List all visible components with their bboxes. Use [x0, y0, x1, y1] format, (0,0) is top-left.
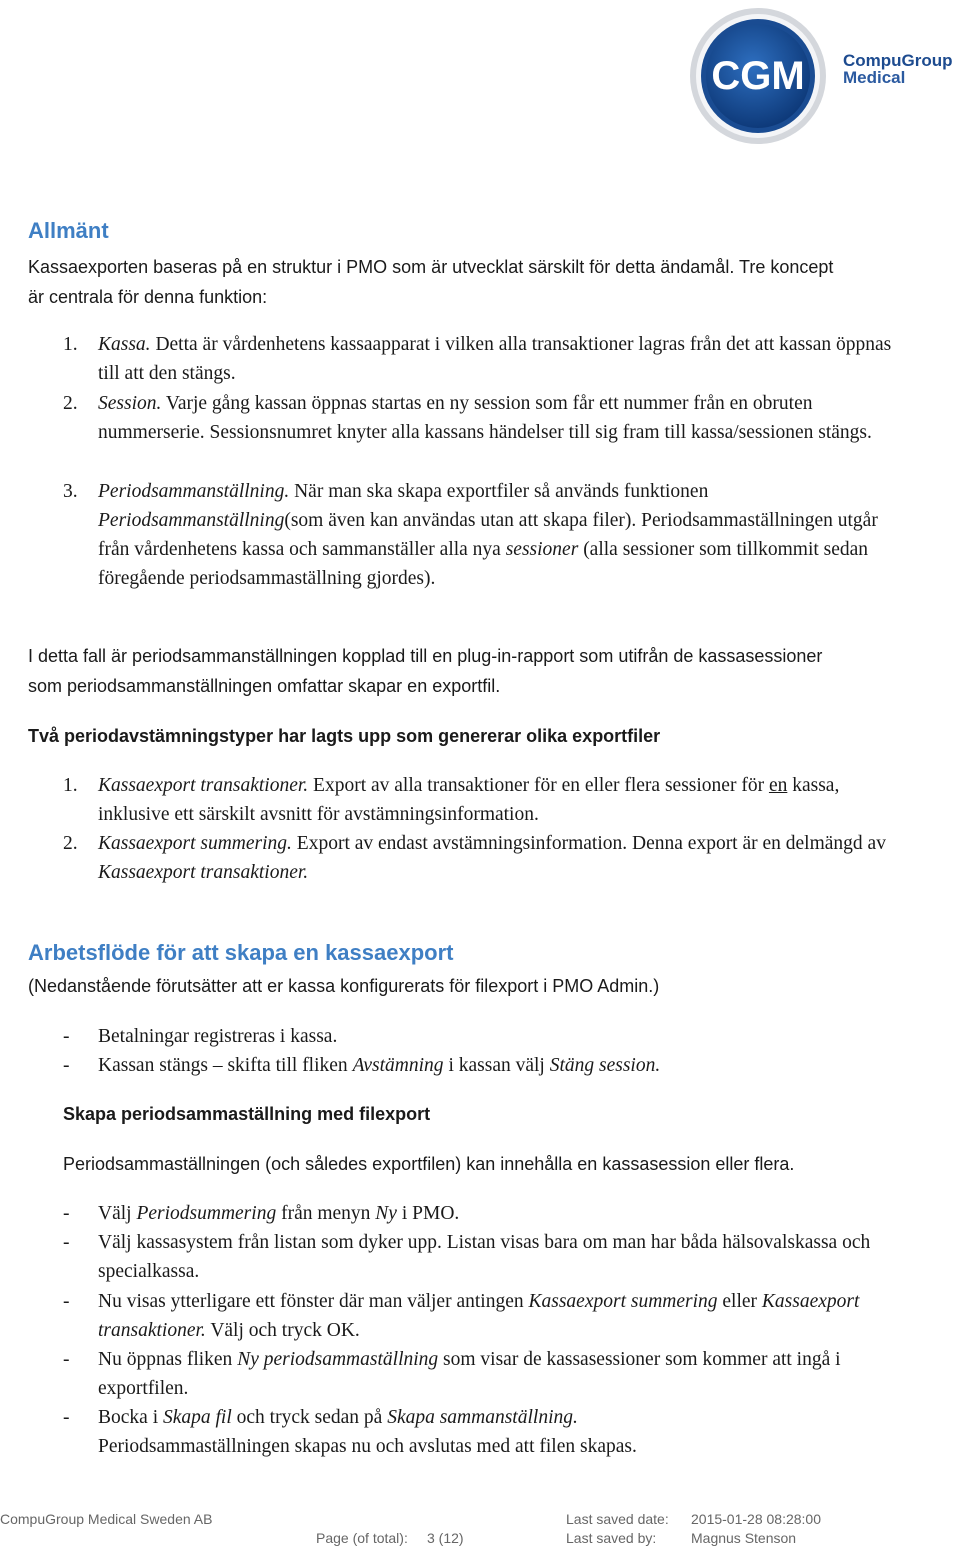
instruction-valj-exporttyp: Nu visas ytterligare ett fönster där man väljer antingen Kassaexport summering eller Kassaexport transaktioner. Välj och tryck OK.: [98, 1291, 860, 1341]
periodsammastallning-paragraph: Periodsammaställningen (och således exportfilen) kan innehålla en kassasession eller flera.: [63, 1154, 795, 1174]
logo-text-medical: Medical: [843, 68, 906, 87]
list-dash: -: [63, 1349, 70, 1370]
instruction-ny-periodsammastallning: Nu öppnas fliken Ny periodsammaställning som visar de kassasessioner som kommer att ingå i exportfilen.: [98, 1349, 841, 1399]
list-number: 2.: [63, 393, 78, 414]
instruction-valj-kassasystem: Välj kassasystem från listan som dyker upp. Listan visas bara om man har båda hälsovalskassa och specialkassa.: [98, 1232, 871, 1282]
list-dash: -: [63, 1291, 70, 1312]
list-item-session: Session. Varje gång kassan öppnas startas en ny session som får ett nummer från en obruten nummerserie. Sessionsnumret knyter alla kassans händelser till sig fram till kassa/sessionen stängs.: [98, 393, 872, 443]
step-kassan-stangs: Kassan stängs – skifta till fliken Avstämning i kassan välj Stäng session.: [98, 1055, 661, 1076]
list-dash: -: [63, 1407, 70, 1428]
step-betalningar: Betalningar registreras i kassa.: [98, 1026, 338, 1047]
list-dash: -: [63, 1026, 70, 1047]
footer-saved-by-value: Magnus Stenson: [691, 1530, 797, 1546]
svg-text:CGM: CGM: [711, 54, 805, 98]
list-dash: -: [63, 1232, 70, 1253]
list-number: 3.: [63, 481, 78, 502]
footer-saved-date-label: Last saved date:: [566, 1511, 669, 1527]
list-item-kassaexport-transaktioner: Kassaexport transaktioner. Export av alla transaktioner för en eller flera sessioner för en kassa, inklusive ett särskilt avsnitt för avstämningsinformation.: [98, 775, 840, 825]
list-number: 1.: [63, 334, 78, 355]
instruction-valj-periodsummering: Välj Periodsummering från menyn Ny i PMO.: [98, 1203, 460, 1224]
list-item-kassa: Kassa. Detta är vårdenhetens kassaapparat i vilken alla transaktioner lagras från det att kassan öppnas till att den stängs.: [98, 334, 892, 384]
plugin-paragraph: I detta fall är periodsammanställningen kopplad till en plug-in-rapport som utifrån de kassasessioner som periodsammanställningen omfattar skapar en exportfil.: [28, 646, 823, 696]
list-number: 1.: [63, 775, 78, 796]
intro-paragraph: Kassaexporten baseras på en struktur i PMO som är utvecklat särskilt för detta ändamål. Tre koncept är centrala för denna funktion:: [28, 257, 834, 307]
heading-allmant: Allmänt: [28, 218, 109, 243]
heading-arbetsflode: Arbetsflöde för att skapa en kassaexport: [28, 940, 454, 965]
company-logo: [683, 4, 960, 144]
list-dash: -: [63, 1055, 70, 1076]
list-dash: -: [63, 1203, 70, 1224]
instruction-skapa-fil: Bocka i Skapa fil och tryck sedan på Skapa sammanställning. Periodsammaställningen skapas nu och avslutas med att filen skapas.: [98, 1407, 637, 1457]
subheading-skapa-periodsammastallning: Skapa periodsammaställning med filexport: [63, 1104, 431, 1124]
list-item-periodsammanstallning: Periodsammanställning. När man ska skapa exportfiler så används funktionen Periodsammanställning(som även kan användas utan att skapa filer). Periodsammaställningen utgår från vårdenhetens kassa och sammanställer alla nya sessioner (alla sessioner som tillkommit sedan föregående periodsammaställning gjordes).: [98, 481, 878, 589]
footer-page-value: 3 (12): [427, 1530, 464, 1546]
footer-saved-by-label: Last saved by:: [566, 1530, 657, 1546]
list-item-kassaexport-summering: Kassaexport summering. Export av endast avstämningsinformation. Denna export är en delmängd av Kassaexport transaktioner.: [98, 833, 886, 883]
logo-text-compugroup: CompuGroup: [843, 51, 953, 70]
footer-page-label: Page (of total):: [316, 1530, 408, 1546]
prerequisite-note: (Nedanstående förutsätter att er kassa konfigurerats för filexport i PMO Admin.): [28, 976, 660, 996]
list-number: 2.: [63, 833, 78, 854]
cgm-logo-mark: [683, 4, 843, 144]
footer-saved-date-value: 2015-01-28 08:28:00: [691, 1511, 821, 1527]
subheading-periodavstamning: Två periodavstämningstyper har lagts upp som genererar olika exportfiler: [28, 726, 661, 746]
footer-company: CompuGroup Medical Sweden AB: [0, 1511, 213, 1527]
